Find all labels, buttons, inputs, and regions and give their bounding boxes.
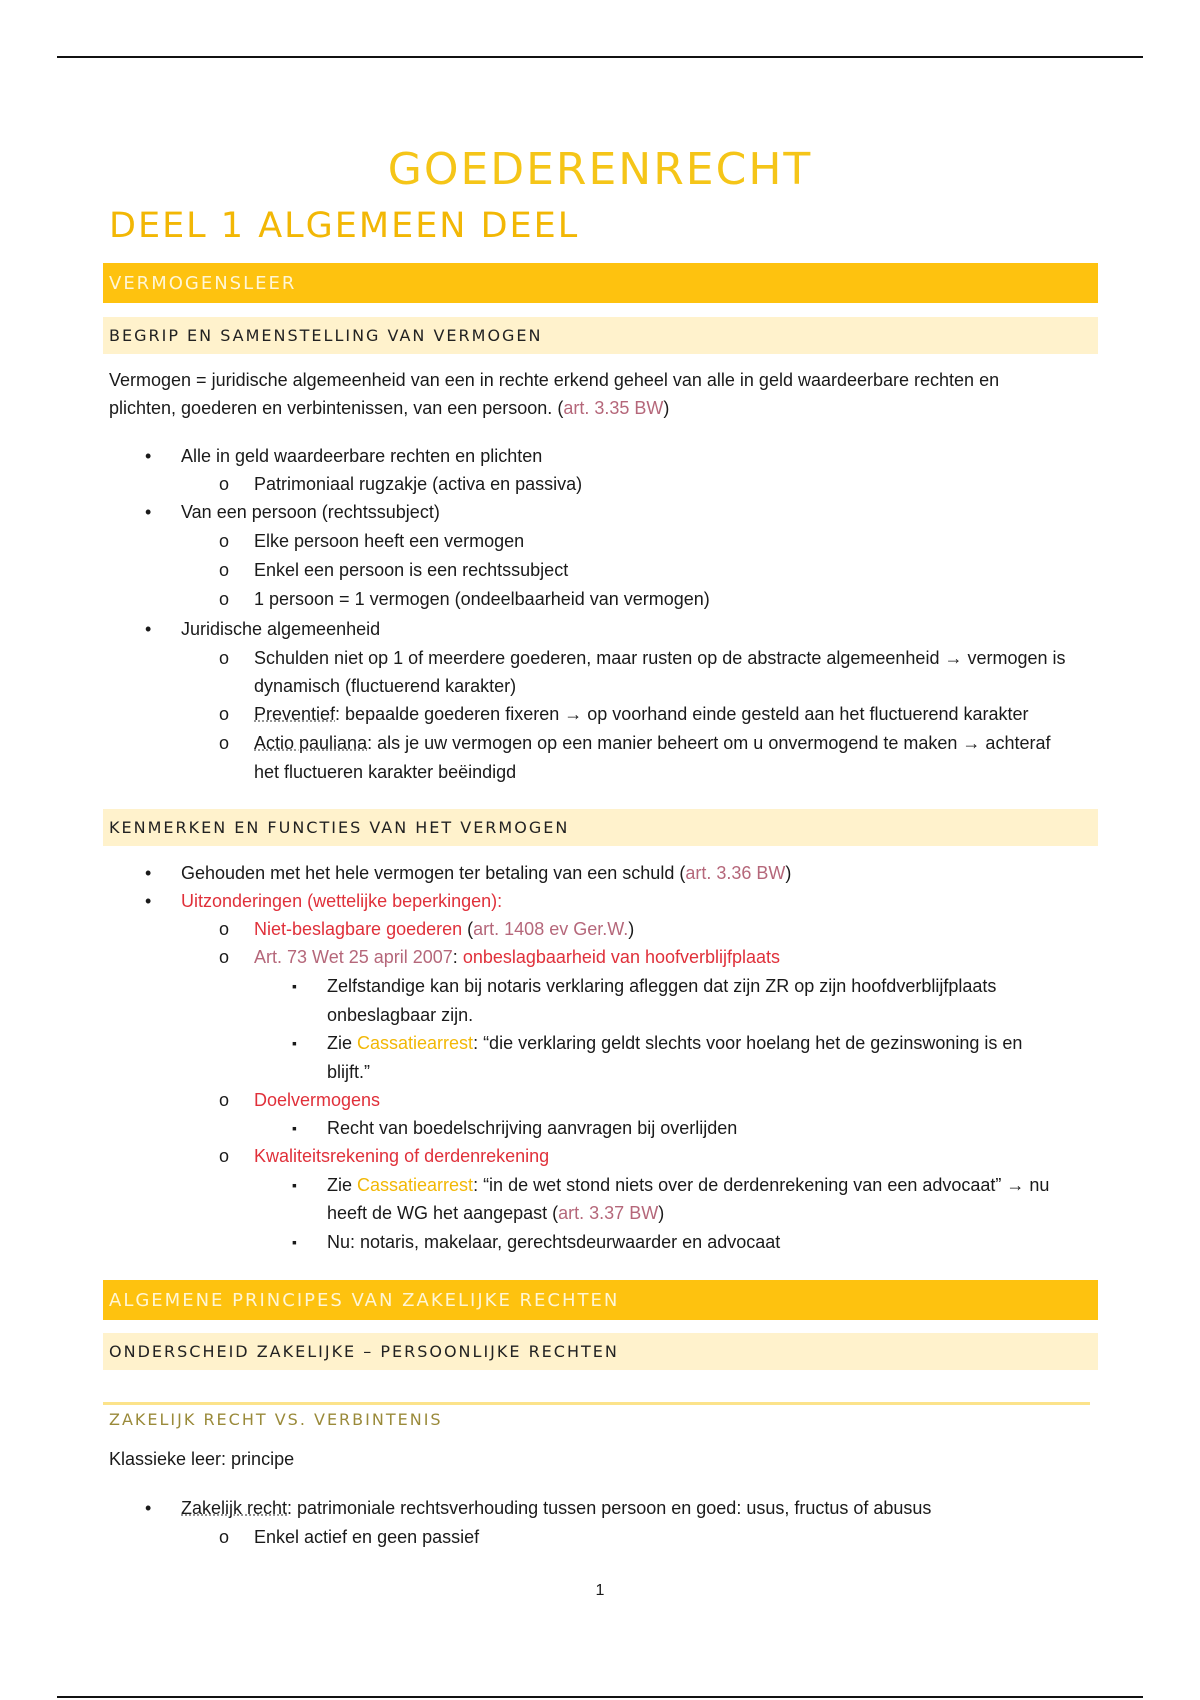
square-bullet-icon: ▪ bbox=[292, 1177, 297, 1193]
list-item: Preventief: bepaalde goederen fixeren → op voorhand einde gesteld aan het fluctuerend karakter bbox=[254, 704, 1029, 724]
list-item: Kwaliteitsrekening of derdenrekening bbox=[254, 1146, 550, 1166]
list-item: Uitzonderingen (wettelijke beperkingen): bbox=[181, 891, 503, 911]
square-bullet-icon: ▪ bbox=[292, 1035, 297, 1051]
list-item: Juridische algemeenheid bbox=[181, 619, 381, 639]
subsection-heading-onderscheid: ONDERSCHEID ZAKELIJKE – PERSOONLIJKE RECHTEN bbox=[103, 1333, 1098, 1370]
circle-bullet-icon: o bbox=[219, 560, 230, 580]
list-item: Enkel een persoon is een rechtssubject bbox=[254, 560, 569, 580]
list-item: Schulden niet op 1 of meerdere goederen, maar rusten op de abstracte algemeenheid → vermogen is bbox=[254, 648, 1066, 668]
definition-line-2: plichten, goederen en verbintenissen, van een persoon. (art. 3.35 BW) bbox=[109, 398, 670, 418]
circle-bullet-icon: o bbox=[219, 648, 230, 668]
page-number: 1 bbox=[595, 1582, 605, 1599]
list-item: Zakelijk recht: patrimoniale rechtsverhouding tussen persoon en goed: usus, fructus of abusus bbox=[181, 1498, 932, 1518]
list-item-continuation: dynamisch (fluctuerend karakter) bbox=[254, 676, 517, 696]
list-item: Art. 73 Wet 25 april 2007: onbeslagbaarheid van hoofverblijfplaats bbox=[254, 947, 781, 967]
bullet-icon: • bbox=[145, 863, 152, 883]
reference-art-3-36: art. 3.36 BW bbox=[685, 863, 786, 883]
section-heading-zakelijke-rechten: ALGEMENE PRINCIPES VAN ZAKELIJKE RECHTEN bbox=[103, 1280, 1098, 1320]
list-item: Recht van boedelschrijving aanvragen bij overlijden bbox=[327, 1118, 738, 1138]
bullet-icon: • bbox=[145, 1498, 152, 1518]
list-item: Doelvermogens bbox=[254, 1090, 381, 1110]
list-item: Nu: notaris, makelaar, gerechtsdeurwaarder en advocaat bbox=[327, 1232, 781, 1252]
subsection-heading-begrip: BEGRIP EN SAMENSTELLING VAN VERMOGEN bbox=[103, 317, 1098, 354]
circle-bullet-icon: o bbox=[219, 733, 230, 753]
bullet-icon: • bbox=[145, 502, 152, 522]
circle-bullet-icon: o bbox=[219, 919, 230, 939]
list-item: Elke persoon heeft een vermogen bbox=[254, 531, 525, 551]
bullet-icon: • bbox=[145, 446, 152, 466]
list-item: Zie Cassatiearrest: “die verklaring geldt slechts voor hoelang het de gezinswoning is en bbox=[327, 1033, 1023, 1053]
circle-bullet-icon: o bbox=[219, 947, 230, 967]
cassatiearrest-link[interactable]: Cassatiearrest bbox=[357, 1033, 474, 1053]
heading-rule bbox=[103, 1402, 1090, 1405]
header-rule bbox=[57, 56, 1143, 58]
section-heading-vermogensleer: VERMOGENSLEER bbox=[103, 263, 1098, 303]
bullet-icon: • bbox=[145, 619, 152, 639]
subsection-heading-kenmerken: KENMERKEN EN FUNCTIES VAN HET VERMOGEN bbox=[103, 809, 1098, 846]
square-bullet-icon: ▪ bbox=[292, 1234, 297, 1250]
list-item: Zie Cassatiearrest: “in de wet stond niets over de derdenrekening van een advocaat” → nu bbox=[327, 1175, 1050, 1195]
circle-bullet-icon: o bbox=[219, 531, 230, 551]
part-heading: DEEL 1 ALGEMEEN DEEL bbox=[109, 206, 580, 246]
list-item: Van een persoon (rechtssubject) bbox=[181, 502, 440, 522]
list-item-continuation: blijft.” bbox=[327, 1062, 371, 1082]
list-item: Niet-beslagbare goederen (art. 1408 ev Ger.W.) bbox=[254, 919, 635, 939]
circle-bullet-icon: o bbox=[219, 474, 230, 494]
minor-heading: ZAKELIJK RECHT VS. VERBINTENIS bbox=[109, 1410, 443, 1429]
bullet-icon: • bbox=[145, 891, 152, 911]
list-item-continuation: heeft de WG het aangepast (art. 3.37 BW) bbox=[327, 1203, 665, 1223]
circle-bullet-icon: o bbox=[219, 1146, 230, 1166]
list-item: 1 persoon = 1 vermogen (ondeelbaarheid van vermogen) bbox=[254, 589, 710, 609]
circle-bullet-icon: o bbox=[219, 589, 230, 609]
list-item: Enkel actief en geen passief bbox=[254, 1527, 480, 1547]
document-title: GOEDERENRECHT bbox=[387, 144, 813, 195]
square-bullet-icon: ▪ bbox=[292, 1120, 297, 1136]
list-item: Gehouden met het hele vermogen ter betaling van een schuld (art. 3.36 BW) bbox=[181, 863, 792, 883]
list-item-continuation: het fluctueren karakter beëindigd bbox=[254, 762, 517, 782]
list-item: Patrimoniaal rugzakje (activa en passiva) bbox=[254, 474, 583, 494]
definition-line-1: Vermogen = juridische algemeenheid van een in rechte erkend geheel van alle in geld waardeerbare rechten en bbox=[109, 370, 1000, 390]
list-item-continuation: onbeslagbaar zijn. bbox=[327, 1005, 474, 1025]
reference-art-3-35: art. 3.35 BW bbox=[563, 398, 664, 418]
circle-bullet-icon: o bbox=[219, 1090, 230, 1110]
circle-bullet-icon: o bbox=[219, 1527, 230, 1547]
list-item: Actio pauliana: als je uw vermogen op een manier beheert om u onvermogend te maken → achteraf bbox=[254, 733, 1051, 753]
list-item: Zelfstandige kan bij notaris verklaring afleggen dat zijn ZR op zijn hoofdverblijfplaats bbox=[327, 976, 997, 996]
square-bullet-icon: ▪ bbox=[292, 978, 297, 994]
intro-text: Klassieke leer: principe bbox=[109, 1449, 295, 1469]
footer-rule bbox=[57, 1696, 1143, 1698]
circle-bullet-icon: o bbox=[219, 704, 230, 724]
cassatiearrest-link[interactable]: Cassatiearrest bbox=[357, 1175, 474, 1195]
list-item: Alle in geld waardeerbare rechten en plichten bbox=[181, 446, 543, 466]
